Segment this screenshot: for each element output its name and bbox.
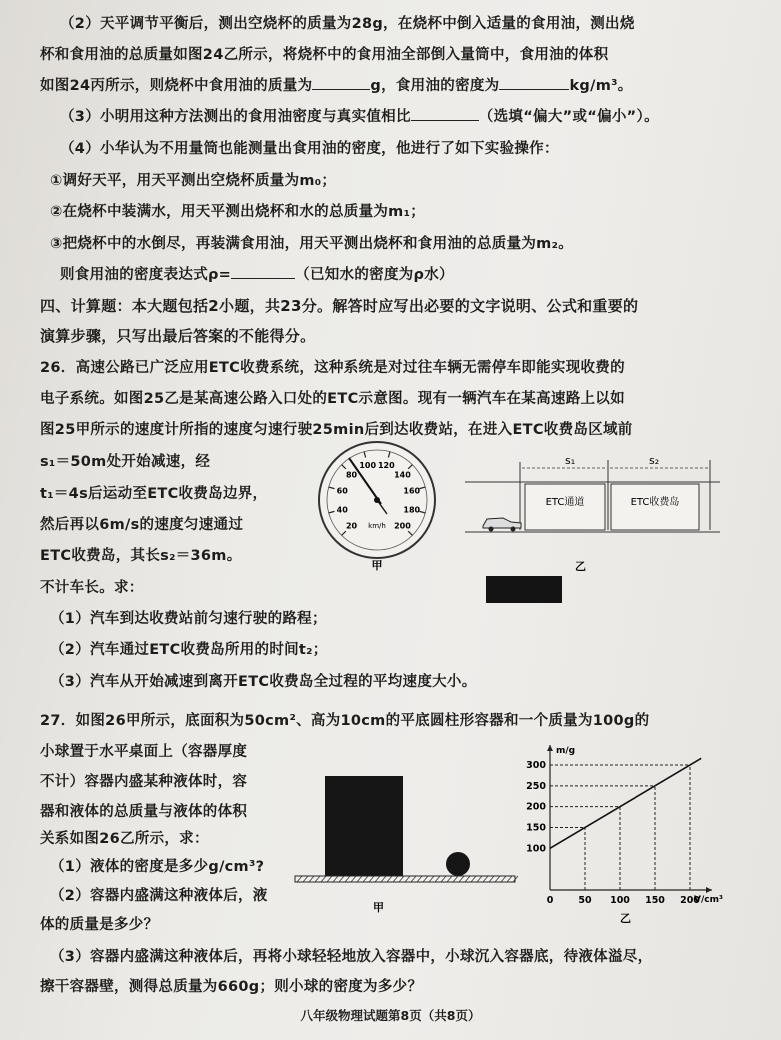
q25-step3: ③把烧杯中的水倒尽，再装满食用油，用天平测出烧杯和食用油的总质量为m₂。 — [50, 236, 574, 252]
series-line — [550, 758, 701, 848]
x-tick-label: 150 — [645, 895, 665, 906]
etc-island-label: ETC收费岛 — [630, 497, 680, 508]
section4-note: 演算步骤，只写出最后答案的不能得分。 — [40, 327, 316, 345]
mass-volume-chart — [520, 746, 723, 935]
q26-line6: 然后再以6m/s的速度匀速通过 — [40, 517, 244, 533]
x-tick-label: 50 — [578, 895, 592, 906]
y-tick-label: 150 — [526, 822, 546, 834]
q27-line5: 关系如图26乙所示，求： — [40, 831, 209, 847]
speedometer-unit: km/h — [368, 522, 386, 530]
speedometer-tick-label: 120 — [377, 461, 395, 471]
q27-line4: 器和液体的总质量与液体的体积 — [40, 804, 248, 820]
small-ball — [446, 852, 470, 876]
speedometer-tick-label: 60 — [336, 486, 348, 496]
answer-blank-compare[interactable] — [411, 120, 479, 121]
q26-sub1: （1）汽车到达收费站前匀速行驶的路程； — [50, 611, 327, 627]
speedometer-tick-label: 160 — [403, 486, 421, 496]
q25-step2: ②在烧杯中装满水，用天平测出烧杯和水的总质量为m₁； — [50, 204, 426, 220]
speedometer-tick-label: 20 — [345, 521, 358, 531]
q26-line8: 不计车长。求： — [40, 580, 144, 596]
q25-part2-line1: （2）天平调节平衡后，测出空烧杯的质量为28g，在烧杯中倒入适量的食用油，测出烧 — [60, 16, 635, 32]
q27-sub1: （1）液体的密度是多少g/cm³? — [50, 859, 265, 875]
answer-blank-expression[interactable] — [231, 278, 295, 279]
speedometer-tick-label: 100 — [359, 461, 377, 471]
figure-26a-label: 甲 — [373, 901, 384, 914]
etc-lane-label: ETC通道 — [545, 497, 585, 508]
section4-title: 四、计算题：本大题包括2小题，共23分。解答时应写出必要的文字说明、公式和重要的 — [40, 297, 639, 315]
q25-expression-text: 则食用油的密度表达式ρ= — [60, 267, 232, 283]
container-ball-figure — [295, 768, 520, 918]
speedometer-tick-label: 80 — [345, 470, 358, 480]
q26-line1: 26．高速公路已广泛应用ETC收费系统，这种系统是对过往车辆无需停车即能实现收费的 — [40, 360, 625, 376]
figure-25b-label: 乙 — [575, 560, 586, 573]
q25-expression-line — [60, 265, 454, 285]
car-wheel-icon — [511, 527, 516, 532]
y-axis-label: m/g — [556, 746, 576, 756]
figure-26b-label: 乙 — [620, 912, 631, 925]
q25-part3-text: （3）小明用这种方法测出的食用油密度与真实值相比 — [60, 109, 411, 125]
q26-sub2: （2）汽车通过ETC收费岛所用的时间t₂； — [50, 642, 328, 658]
speedometer-tick-label: 180 — [403, 505, 421, 515]
y-axis-arrow-icon — [547, 745, 553, 751]
x-tick-label: 0 — [546, 895, 554, 906]
road-s2-label: s₂ — [649, 454, 660, 467]
redaction-block — [486, 576, 562, 603]
car-wheel-icon — [489, 527, 494, 532]
q27-line2: 小球置于水平桌面上（容器厚度 — [40, 744, 248, 760]
x-axis-arrow-icon — [706, 887, 712, 893]
etc-road-diagram — [455, 450, 720, 580]
y-tick-label: 300 — [526, 760, 546, 771]
x-tick-label: 200 — [680, 895, 700, 906]
q26-line7: ETC收费岛，其长s₂＝36m。 — [40, 548, 242, 564]
q25-step1: ①调好天平，用天平测出空烧杯质量为m₀； — [50, 173, 337, 189]
y-tick-label: 200 — [526, 801, 546, 813]
q27-sub3-line2: 擦干容器壁，测得总质量为660g；则小球的密度为多少？ — [40, 979, 423, 995]
road-s1-label: s₁ — [565, 454, 576, 467]
answer-blank-density[interactable] — [499, 89, 569, 90]
q25-part3-hint: （选填“偏大”或“偏小”）。 — [478, 109, 659, 125]
q26-line4: s₁＝50m处开始减速，经 — [40, 454, 211, 470]
q26-line3: 图25甲所示的速度计所指的速度匀速行驶25min后到达收费站，在进入ETC收费岛区域前 — [40, 422, 633, 438]
x-tick-label: 100 — [610, 895, 630, 906]
x-axis-label: V/cm³ — [694, 895, 723, 905]
speedometer-hub — [374, 497, 380, 503]
y-tick-label: 250 — [526, 780, 546, 792]
q27-line1: 27．如图26甲所示，底面积为50cm²、高为10cm的平底圆柱形容器和一个质量为100g的 — [40, 713, 650, 729]
car-icon — [483, 518, 521, 528]
answer-blank-mass[interactable] — [312, 89, 370, 90]
speedometer-figure — [305, 438, 455, 573]
figure-25a-label: 甲 — [371, 559, 383, 572]
q26-sub3: （3）汽车从开始减速到离开ETC收费岛全过程的平均速度大小。 — [50, 674, 477, 690]
q25-part2-line2: 杯和食用油的总质量如图24乙所示，将烧杯中的食用油全部倒入量筒中，食用油的体积 — [40, 47, 609, 63]
q27-line3: 不计）容器内盛某种液体时，容 — [40, 774, 248, 790]
q25-part2-line3 — [40, 76, 633, 96]
q27-sub3-line1: （3）容器内盛满这种液体后，再将小球轻轻地放入容器中，小球沉入容器底，待液体溢尽， — [50, 949, 653, 965]
cylinder-container — [325, 776, 403, 876]
q25-part2-text2: g，食用油的密度为 — [370, 78, 500, 94]
q25-part4-line: （4）小华认为不用量筒也能测量出食用油的密度，他进行了如下实验操作： — [60, 141, 559, 157]
q25-expression-note: （已知水的密度为ρ水） — [295, 267, 454, 283]
speedometer-tick-label: 140 — [394, 470, 411, 480]
q25-part2-text: 如图24丙所示，则烧杯中食用油的质量为 — [40, 78, 313, 94]
q26-line5: t₁＝4s后运动至ETC收费岛边界， — [40, 486, 268, 502]
q27-sub2-line1: （2）容器内盛满这种液体后，液 — [50, 888, 268, 904]
y-tick-label: 100 — [526, 843, 546, 855]
speedometer-tick-label: 40 — [336, 505, 348, 515]
q25-part2-unit: kg/m³。 — [569, 78, 633, 94]
q26-line2: 电子系统。如图25乙是某高速公路入口处的ETC示意图。现有一辆汽车在某高速路上以如 — [40, 391, 625, 407]
speedometer-tick-label: 200 — [394, 521, 411, 531]
page-footer: 八年级物理试题第8页（共8页） — [300, 1008, 481, 1023]
q27-sub2-line2: 体的质量是多少？ — [40, 917, 159, 933]
q25-part3-line — [60, 107, 659, 127]
